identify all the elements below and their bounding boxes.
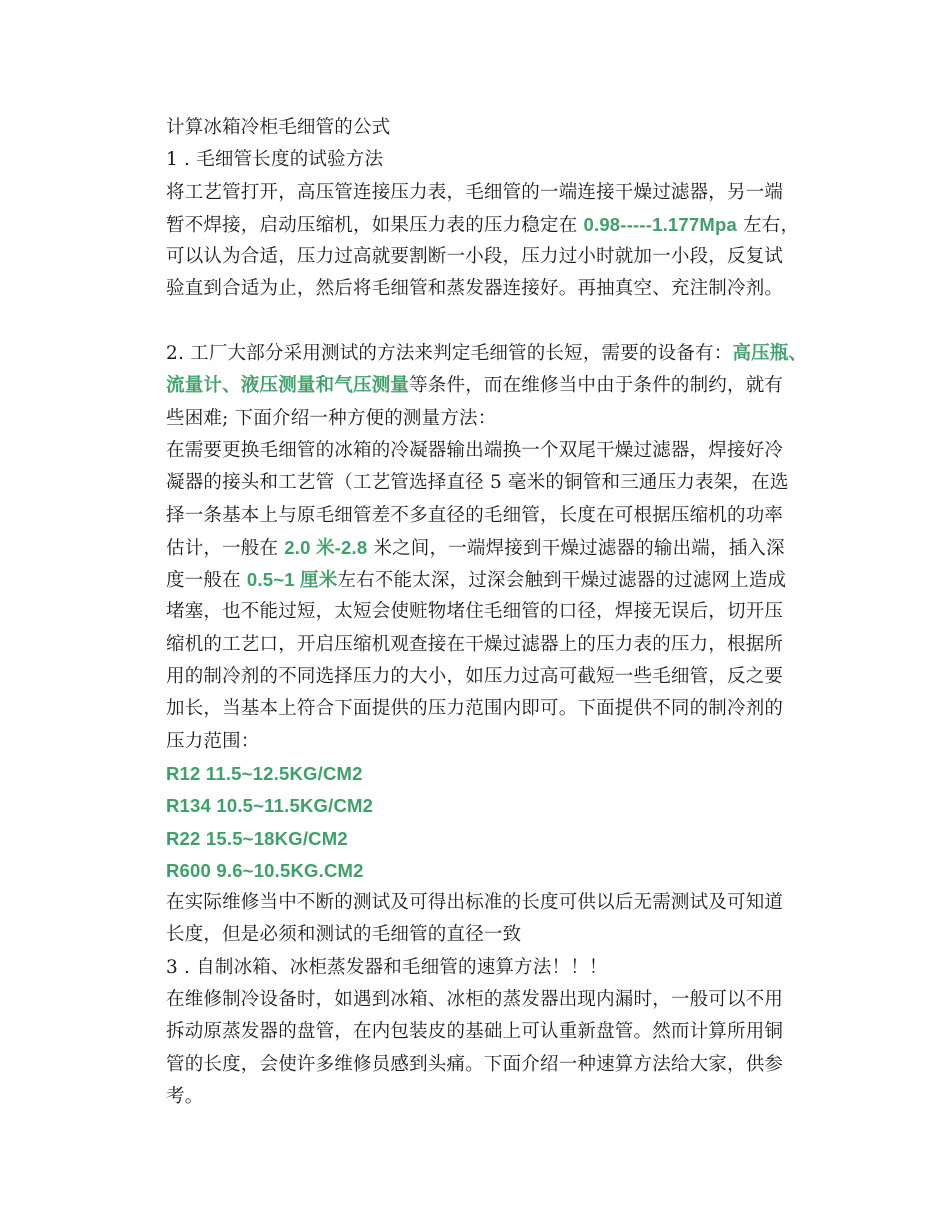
text-span: 估计，一般在	[166, 537, 285, 559]
document-title: 计算冰箱冷柜毛细管的公式	[166, 117, 391, 138]
section-3-line: 管的长度，会使许多维修员感到头痛。下面介绍一种速算方法给大家，供参	[166, 1053, 784, 1075]
paragraph-spacer	[166, 306, 806, 338]
section-1-line	[166, 209, 806, 241]
section-3-heading: 3 . 自制冰箱、冰柜蒸发器和毛细管的速算方法！！！	[166, 956, 608, 978]
section-1-heading: 1 . 毛细管长度的试验方法	[166, 149, 384, 171]
section-2-line: 凝器的接头和工艺管（工艺管选择直径 5 毫米的铜管和三通压力表架，在选	[166, 472, 789, 494]
section-2-line: 压力范围：	[166, 730, 260, 752]
refrigerant-pressure-r12: R12 11.5~12.5KG/CM2	[166, 762, 363, 784]
section-1-line: 将工艺管打开，高压管连接压力表，毛细管的一端连接干燥过滤器，另一端	[166, 181, 784, 203]
section-2-line: 择一条基本上与原毛细管差不多直径的毛细管，长度在可根据压缩机的功率	[166, 504, 784, 526]
equipment-highlight: 流量计、液压测量和气压测量	[166, 375, 410, 397]
depth-range-highlight: 0.5~1 厘米	[246, 569, 338, 591]
section-1-line: 可以认为合适，压力过高就要割断一小段，压力过小时就加一小段，反复试	[166, 246, 784, 268]
refrigerant-pressure-r600: R600 9.6~10.5KG.CM2	[166, 859, 364, 881]
text-span: 度一般在	[166, 570, 247, 592]
section-2-line: 长度，但是必须和测试的毛细管的直径一致	[166, 924, 522, 946]
section-2-line: 些困难; 下面介绍一种方便的测量方法：	[166, 407, 497, 429]
section-2-line: 用的制冷剂的不同选择压力的大小，如压力过高可截短一些毛细管，反之要	[166, 666, 784, 688]
text-span: 等条件，而在维修当中由于条件的制约，就有	[409, 375, 784, 397]
refrigerant-pressure-r134: R134 10.5~11.5KG/CM2	[166, 795, 374, 817]
text-span: 左右不能太深，过深会触到干燥过滤器的过滤网上造成	[337, 570, 787, 592]
section-2-line: 在实际维修当中不断的测试及可得出标准的长度可供以后无需测试及可知道	[166, 892, 784, 914]
section-2-line: 堵塞，也不能过短，太短会使赃物堵住毛细管的口径，焊接无误后，切开压	[166, 601, 784, 623]
section-2-line: 加长，当基本上符合下面提供的压力范围内即可。下面提供不同的制冷剂的	[166, 698, 784, 720]
text-span: 2. 工厂大部分采用测试的方法来判定毛细管的长短，需要的设备有：	[166, 343, 733, 365]
length-range-highlight: 2.0 米-2.8	[284, 536, 368, 558]
section-3-line: 拆动原蒸发器的盘管，在内包装皮的基础上可认重新盘管。然而计算所用铜	[166, 1021, 784, 1043]
section-2-line	[166, 370, 806, 402]
section-2-line	[166, 338, 806, 370]
equipment-highlight: 高压瓶、	[732, 343, 808, 365]
section-2-line	[166, 532, 806, 564]
pressure-range-highlight: 0.98-----1.177Mpa	[583, 213, 737, 235]
section-1-line: 验直到合适为止，然后将毛细管和蒸发器连接好。再抽真空、充注制冷剂。	[166, 278, 784, 300]
document-body	[166, 112, 806, 1113]
section-2-line: 缩机的工艺口，开启压缩机观查接在干燥过滤器上的压力表的压力，根据所	[166, 633, 784, 655]
refrigerant-pressure-r22: R22 15.5~18KG/CM2	[166, 827, 348, 849]
text-span: 暂不焊接，启动压缩机，如果压力表的压力稳定在	[166, 214, 584, 236]
section-3-line: 考。	[166, 1085, 204, 1107]
text-span: 左右，	[737, 214, 800, 236]
section-3-line: 在维修制冷设备时，如遇到冰箱、冰柜的蒸发器出现内漏时，一般可以不用	[166, 989, 784, 1011]
section-2-line	[166, 564, 806, 596]
section-2-line: 在需要更换毛细管的冰箱的冷凝器输出端换一个双尾干燥过滤器，焊接好冷	[166, 439, 784, 461]
text-span: 米之间，一端焊接到干燥过滤器的输出端，插入深	[367, 537, 785, 559]
